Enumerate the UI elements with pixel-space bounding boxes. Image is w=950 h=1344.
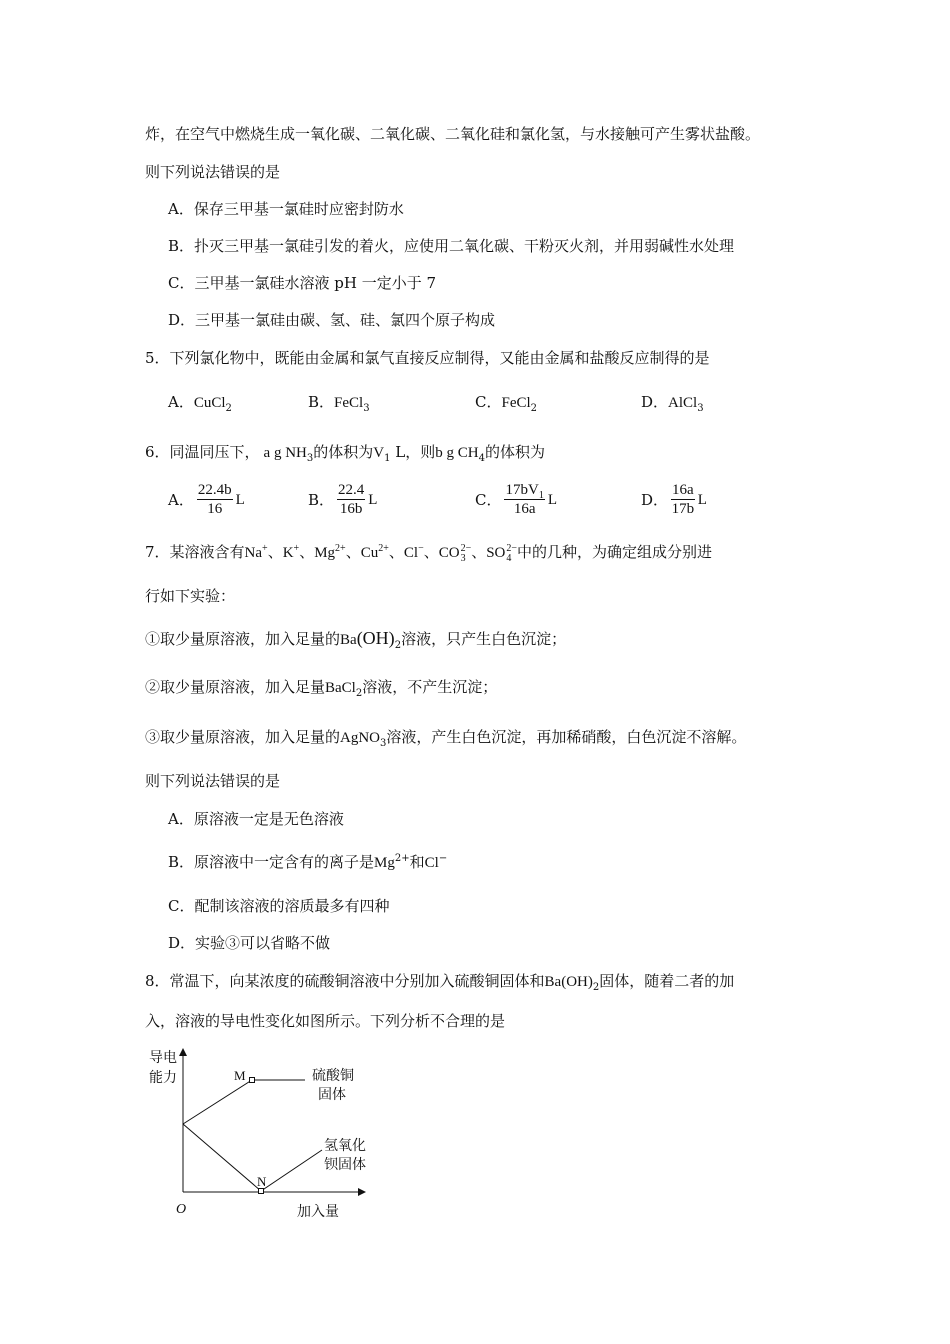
q5-option-b <box>308 392 370 413</box>
q4-option-c: C．三甲基一氯硅水溶液 pH 一定小于 7 <box>168 274 437 292</box>
formula: a g NH <box>263 445 307 461</box>
formula: AgNO <box>340 730 381 746</box>
series-barium-hydroxide-line <box>183 1124 322 1191</box>
formula: FeCl <box>334 395 364 411</box>
ion-symbol: Cu <box>360 545 379 561</box>
ion-charge: 2+ <box>394 853 410 864</box>
q6-option-b <box>308 481 377 518</box>
formula: FeCl <box>501 395 531 411</box>
ion-charge: + <box>262 543 268 554</box>
option-letter: C． <box>475 490 502 509</box>
variable-subscript: 1 <box>384 453 391 464</box>
q7-ask: 则下列说法错误的是 <box>145 772 281 790</box>
ion-symbol: CO <box>438 545 460 561</box>
stem-text: 6．同温同压下， <box>145 443 260 461</box>
ion-symbol: Cl <box>403 545 419 561</box>
stem-text: 7．某溶液含有 <box>145 543 245 561</box>
intro-line-1: 炸，在空气中燃烧生成一氧化碳、二氧化碳、二氧化硅和氯化氢，与水接触可产生雾状盐酸。 <box>145 125 761 143</box>
unit: L <box>547 491 557 508</box>
option-letter: B． <box>308 393 335 411</box>
stem-text: 的体积为 <box>484 443 545 461</box>
origin-label: O <box>176 1202 187 1217</box>
ion-symbol: K <box>282 545 294 561</box>
experiment-text: ③取少量原溶液，加入足量的 <box>145 728 341 746</box>
option-text: 和 <box>409 853 425 871</box>
q6-option-d <box>641 481 707 518</box>
experiment-text: 溶液，不产生沉淀； <box>362 678 498 696</box>
q7-stem-line-2: 行如下实验： <box>145 587 236 605</box>
series-copper-sulfate-label-2: 固体 <box>318 1087 346 1103</box>
q5-option-a <box>168 392 232 413</box>
ion-charge: 2+ <box>378 543 389 554</box>
ion-subscript: 4 <box>506 552 512 564</box>
fraction <box>337 481 365 518</box>
conductivity-graph <box>140 1040 400 1230</box>
formula-subscript: 2 <box>394 640 402 651</box>
q7-option-a: A．原溶液一定是无色溶液 <box>168 810 344 828</box>
y-axis-label-1: 导电 <box>149 1050 177 1066</box>
formula: Ba <box>340 632 357 648</box>
option-letter: B． <box>308 490 335 509</box>
formula-subscript: 3 <box>380 738 387 749</box>
series-barium-hydroxide-label-1: 氢氧化 <box>324 1138 366 1154</box>
point-m-marker <box>250 1078 255 1083</box>
separator: 、 <box>388 543 404 561</box>
formula: AlCl <box>668 395 698 411</box>
ion-charge: − <box>418 543 424 554</box>
variable: V <box>373 445 385 461</box>
q7-stem <box>145 542 712 564</box>
q5-stem: 5．下列氯化物中，既能由金属和氯气直接反应制得，又能由金属和盐酸反应制得的是 <box>145 349 710 367</box>
fraction-denominator: 17b <box>671 501 695 517</box>
q7-option-d: D．实验③可以省略不做 <box>168 934 331 952</box>
formula-subscript: 2 <box>225 403 232 414</box>
option-text: B．原溶液中一定含有的离子是 <box>168 853 375 871</box>
q7-experiment-3 <box>145 727 746 748</box>
ion-symbol: Mg <box>314 545 336 561</box>
fraction-numerator: 22.4 <box>338 482 365 498</box>
fraction-numerator: 22.4b <box>197 482 232 498</box>
formula: b g CH <box>435 445 479 461</box>
option-letter: A． <box>168 393 194 411</box>
series-copper-sulfate-line <box>183 1080 305 1124</box>
option-letter: C． <box>475 393 502 411</box>
q7-option-b <box>168 852 447 873</box>
q4-option-a: A．保存三甲基一氯硅时应密封防水 <box>168 200 404 218</box>
formula-subscript: 2 <box>355 688 363 699</box>
ion-subscript: 3 <box>460 552 466 564</box>
y-axis-label-2: 能力 <box>149 1070 177 1086</box>
ion-list <box>244 542 518 564</box>
ion-charge: + <box>293 543 300 554</box>
series-copper-sulfate-label-1: 硫酸铜 <box>312 1068 354 1084</box>
ion <box>245 545 268 561</box>
formula: CuCl <box>193 395 226 411</box>
q5-option-c <box>475 392 537 413</box>
ion <box>361 545 389 561</box>
q6-option-a <box>168 481 245 518</box>
formula-subscript: 3 <box>697 403 704 414</box>
unit: L <box>697 491 707 508</box>
fraction <box>197 481 233 518</box>
experiment-text: 溶液，只产生白色沉淀； <box>401 630 567 648</box>
stem-text: L，则 <box>390 443 436 461</box>
point-n-marker <box>259 1189 264 1194</box>
q4-option-d: D．三甲基一氯硅由碳、氢、硅、氯四个原子构成 <box>168 311 496 329</box>
formula-subscript: 2 <box>530 403 538 414</box>
separator: 、 <box>345 543 361 561</box>
point-m-label: M <box>234 1068 246 1083</box>
stem-text: 8．常温下，向某浓度的硫酸铜溶液中分别加入硫酸铜固体和 <box>145 972 545 990</box>
separator: 、 <box>423 543 439 561</box>
fraction <box>504 481 544 518</box>
formula-subscript: 3 <box>363 403 370 414</box>
experiment-text: ①取少量原溶液，加入足量的 <box>145 630 341 648</box>
formula-subscript: 4 <box>478 453 485 464</box>
ion <box>283 545 299 561</box>
numerator-text: 17bV <box>505 482 539 498</box>
option-letter: A． <box>168 490 194 509</box>
formula: (OH) <box>356 628 395 648</box>
formula-subscript: 3 <box>306 453 314 464</box>
stem-text: 的体积为 <box>313 443 374 461</box>
stem-text: 固体，随着二者的加 <box>599 972 735 990</box>
separator: 、 <box>267 543 283 561</box>
fraction-numerator <box>504 481 544 500</box>
option-letter: D． <box>641 490 669 509</box>
ion: Cl <box>424 855 439 871</box>
q6-stem <box>145 442 545 463</box>
ion: Mg <box>374 855 395 871</box>
x-axis-label: 加入量 <box>297 1204 339 1220</box>
ion-charge: − <box>438 853 448 864</box>
fraction-denominator: 16a <box>513 501 536 517</box>
formula: BaCl <box>325 680 356 696</box>
q8-stem-line-2: 入，溶液的导电性变化如图所示。下列分析不合理的是 <box>145 1012 506 1030</box>
ion <box>314 545 345 561</box>
ion-charge: 2− <box>460 542 472 554</box>
ion <box>438 542 472 564</box>
fraction-denominator: 16b <box>339 501 363 517</box>
unit: L <box>235 491 245 508</box>
q5-option-d <box>641 392 704 413</box>
q6-option-c <box>475 481 557 518</box>
formula: Ba(OH) <box>544 974 593 990</box>
series-barium-hydroxide-label-2: 钡固体 <box>324 1157 366 1173</box>
fraction-numerator: 16a <box>672 482 694 498</box>
experiment-text: 溶液，产生白色沉淀，再加稀硝酸，白色沉淀不溶解。 <box>386 728 747 746</box>
intro-line-2: 则下列说法错误的是 <box>145 163 281 181</box>
q7-experiment-1 <box>145 628 566 650</box>
stem-text: 中的几种，为确定组成分别进 <box>517 543 713 561</box>
unit: L <box>368 491 378 508</box>
point-n-label: N <box>257 1174 267 1189</box>
numerator-subscript: 1 <box>538 490 544 501</box>
formula-subscript: 2 <box>592 982 600 993</box>
ion-symbol: SO <box>486 545 506 561</box>
q7-experiment-2 <box>145 677 497 698</box>
ion-charge: 2− <box>506 542 518 554</box>
ion <box>486 542 518 564</box>
ion-charge: 2+ <box>335 543 346 554</box>
experiment-text: ②取少量原溶液，加入足量 <box>145 678 326 696</box>
fraction <box>671 481 695 518</box>
ion-symbol: Na <box>244 545 263 561</box>
separator: 、 <box>471 543 487 561</box>
q7-option-c: C．配制该溶液的溶质最多有四种 <box>168 897 390 915</box>
separator: 、 <box>299 543 315 561</box>
option-letter: D． <box>641 393 669 411</box>
fraction-denominator: 16 <box>207 501 223 517</box>
q4-option-b: B．扑灭三甲基一氯硅引发的着火，应使用二氧化碳、干粉灭火剂，并用弱碱性水处理 <box>168 237 735 255</box>
q8-stem <box>145 971 734 992</box>
ion <box>404 545 424 561</box>
